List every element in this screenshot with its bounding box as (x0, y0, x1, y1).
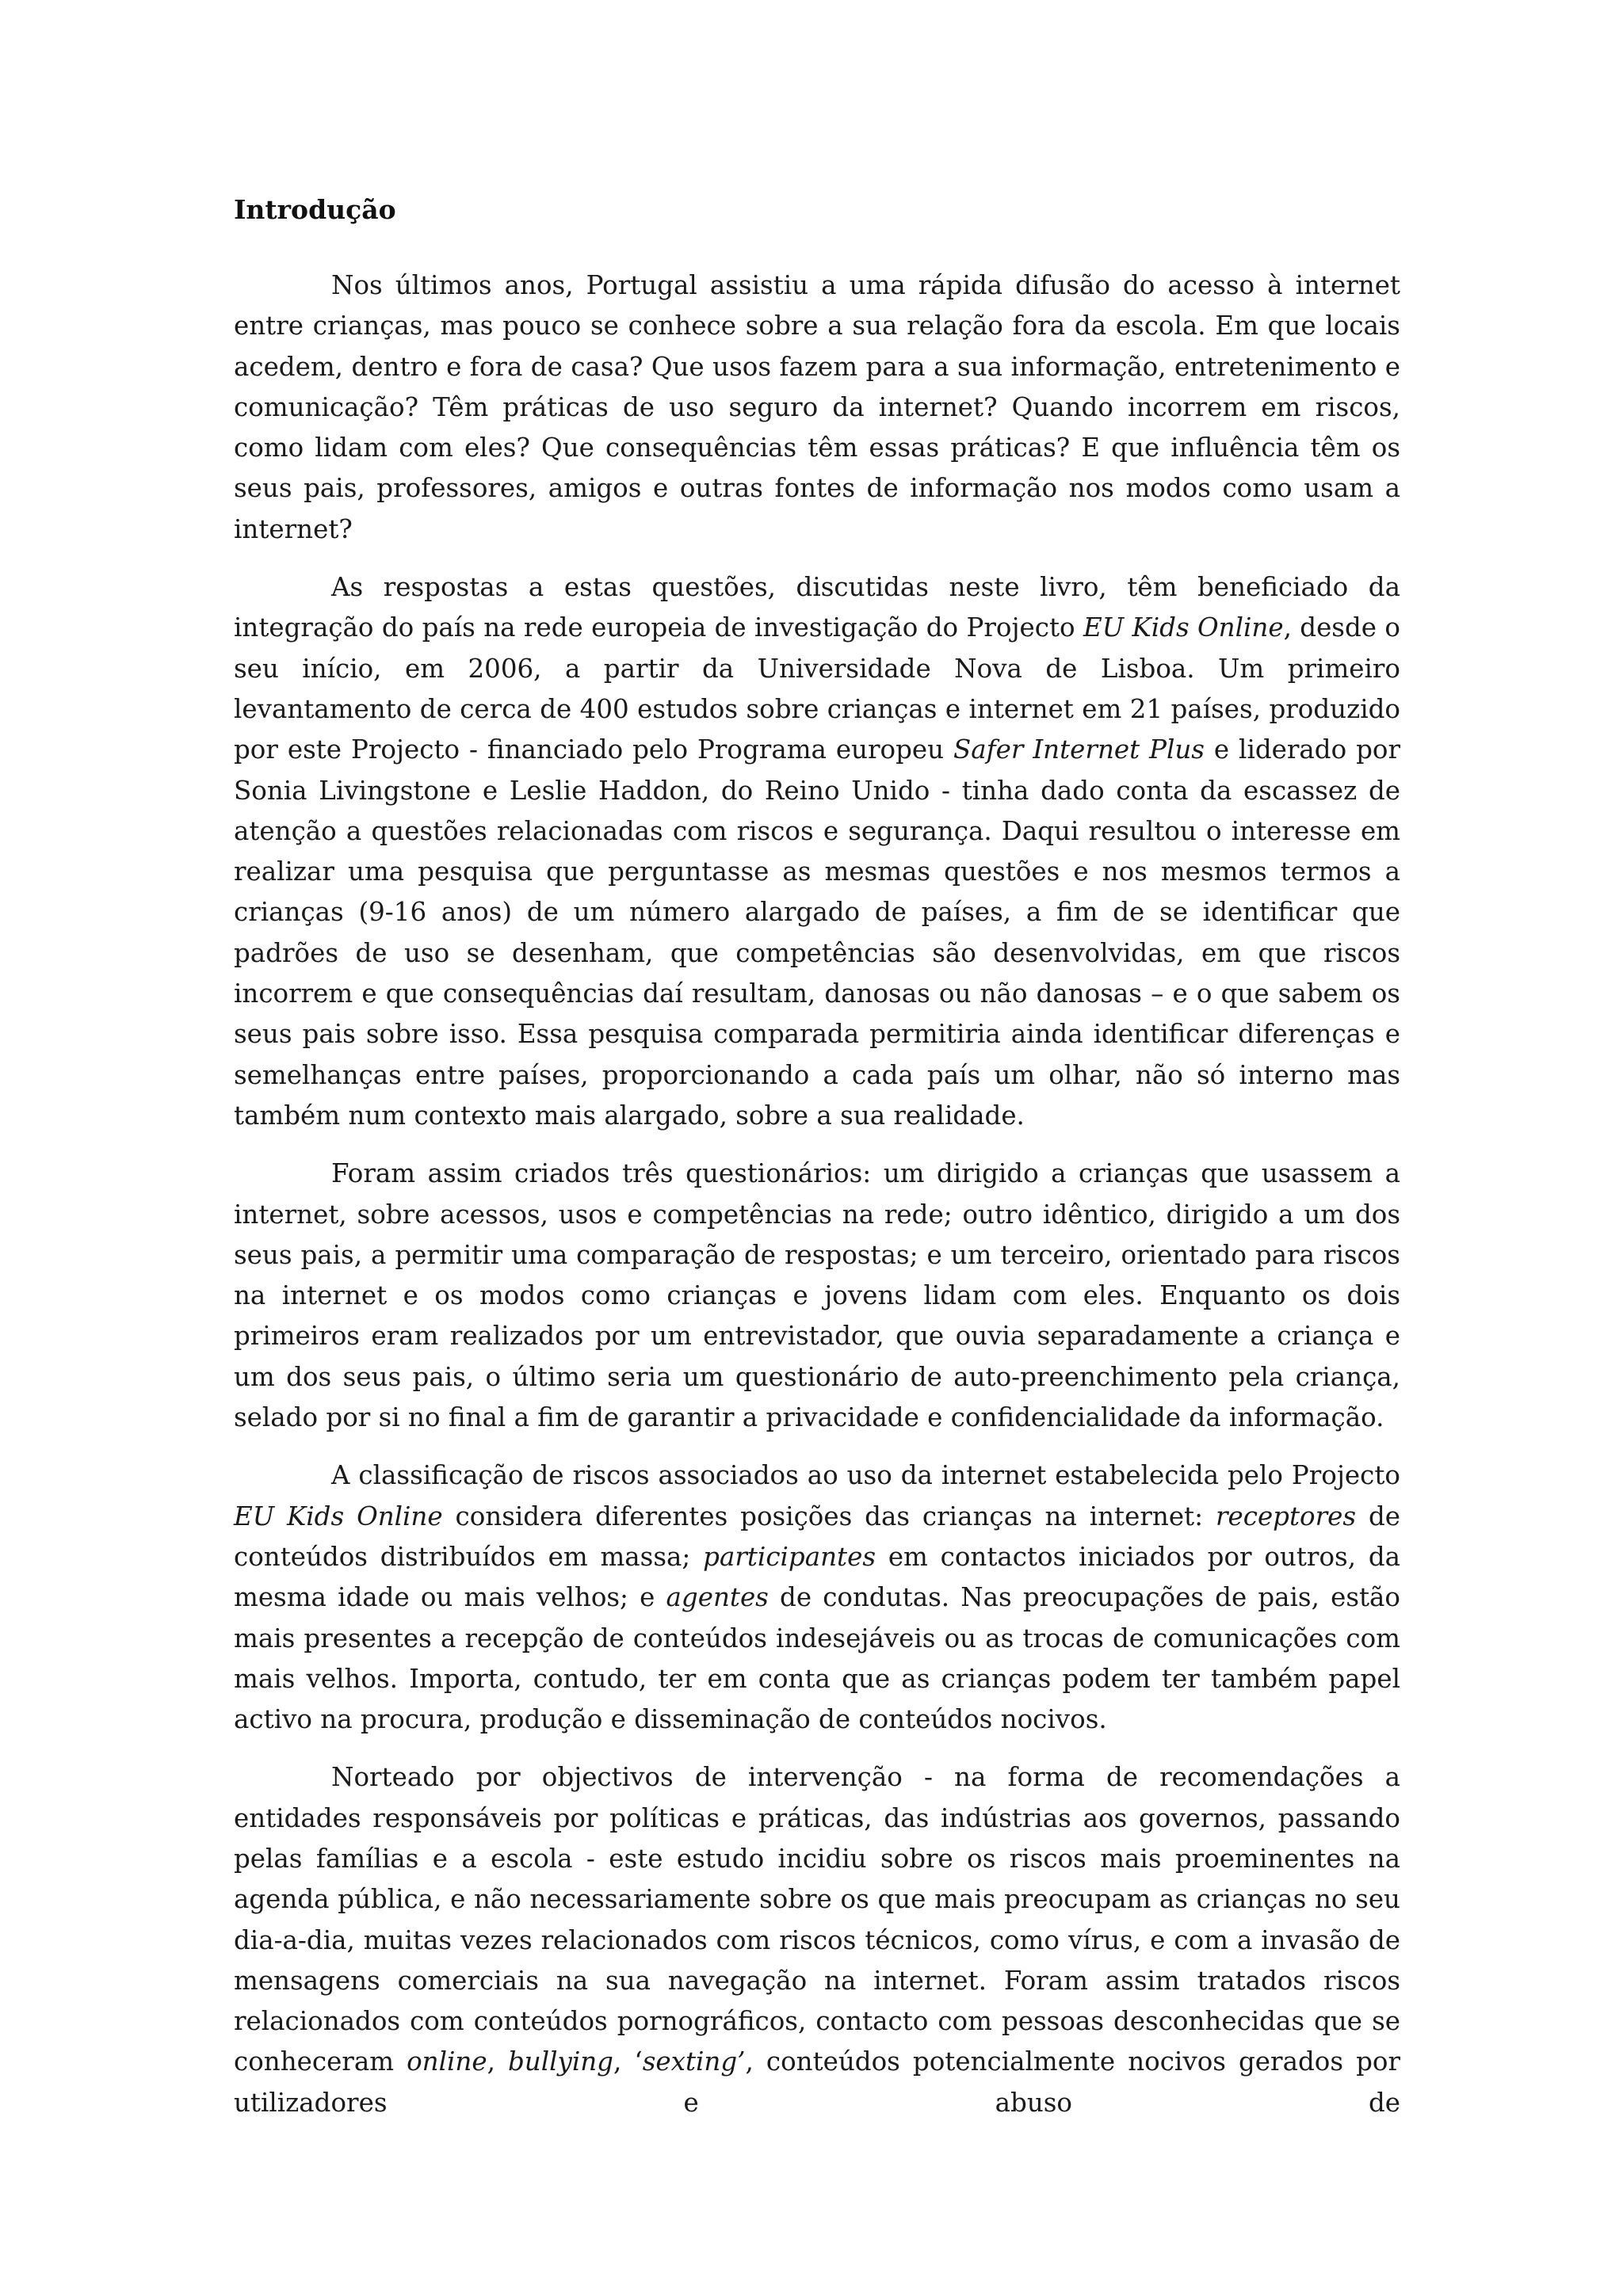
text-run: As respostas a estas questões, discutidas neste livro, têm beneficiado da integração do país na rede europeia de investigação do Projecto (234, 572, 1400, 643)
text-run: considera diferentes posições das crianças na internet: (442, 1501, 1216, 1531)
italic-run: participantes (703, 1541, 876, 1572)
text-run: A classificação de riscos associados ao uso da internet estabelecida pelo Projecto (331, 1460, 1400, 1491)
page-content (234, 194, 1400, 2141)
paragraph-2 (234, 567, 1400, 1136)
text-run: , desde o seu início, em 2006, a partir da Universidade Nova de Lisboa. Um primeiro levantamento de cerca de 400 estudos sobre crianças e internet em 21 países, produzido por este Projecto - financiado pelo Programa europeu (234, 612, 1400, 765)
text-run: , ‘ (613, 2046, 643, 2077)
section-heading: Introdução (234, 194, 396, 225)
italic-run: sexting’ (642, 2046, 746, 2077)
paragraph-4 (234, 1455, 1400, 1740)
italic-run: EU Kids Online (1083, 612, 1284, 643)
text-run: Nos últimos anos, Portugal assistiu a uma rápida difusão do acesso à internet entre crianças, mas pouco se conhece sobre a sua relação fora da escola. Em que locais acedem, dentro e fora de casa? Que usos fazem para a sua informação, entretenimento e comunicação? Têm práticas de uso seguro da internet? Quando incorrem em riscos, como lidam com eles? Que consequências têm essas práticas? E que influência têm os seus pais, professores, amigos e outras fontes de informação nos modos como usam a internet? (234, 270, 1400, 544)
text-run: Norteado por objectivos de intervenção - na forma de recomendações a entidades responsáveis por políticas e práticas, das indústrias aos governos, passando pelas famílias e a escola - este estudo incidiu sobre os riscos mais proeminentes na agenda pública, e não necessariamente sobre os que mais preocupam as crianças no seu dia-a-dia, muitas vezes relacionados com riscos técnicos, como vírus, e com a invasão de mensagens comerciais na sua navegação na internet. Foram assim tratados riscos relacionados com conteúdos pornográficos, contacto com pessoas desconhecidas que se conheceram (234, 1762, 1400, 2077)
italic-run: Safer Internet Plus (953, 734, 1205, 765)
paragraph-5 (234, 1757, 1400, 2123)
text-run: e liderado por Sonia Livingstone e Leslie Haddon, do Reino Unido - tinha dado conta da escassez de atenção a questões relacionadas com riscos e segurança. Daqui resultou o interesse em realizar uma pesquisa que perguntasse as mesmas questões e nos mesmos termos a crianças (9-16 anos) de um número alargado de países, a fim de se identificar que padrões de uso se desenham, que competências são desenvolvidas, em que riscos incorrem e que consequências daí resultam, danosas ou não danosas – e o que sabem os seus pais sobre isso. Essa pesquisa comparada permitiria ainda identificar diferenças e semelhanças entre países, proporcionando a cada país um olhar, não só interno mas também num contexto mais alargado, sobre a sua realidade. (234, 734, 1400, 1131)
text-run: , (487, 2046, 508, 2077)
text-run: Foram assim criados três questionários: um dirigido a crianças que usassem a internet, sobre acessos, usos e competências na rede; outro idêntico, dirigido a um dos seus pais, a permitir uma comparação de respostas; e um terceiro, orientado para riscos na internet e os modos como crianças e jovens lidam com eles. Enquanto os dois primeiros eram realizados por um entrevistador, que ouvia separadamente a criança e um dos seus pais, o último seria um questionário de auto-preenchimento pela criança, selado por si no final a fim de garantir a privacidade e confidencialidade da informação. (234, 1158, 1400, 1433)
text-run: de condutas. Nas preocupações de pais, estão mais presentes a recepção de conteúdos indesejáveis ou as trocas de comunicações com mais velhos. Importa, contudo, ter em conta que as crianças podem ter também papel activo na procura, produção e disseminação de conteúdos nocivos. (234, 1582, 1400, 1735)
paragraph-1 (234, 265, 1400, 550)
italic-run: online (407, 2046, 487, 2077)
italic-run: agentes (666, 1582, 769, 1613)
italic-run: EU Kids Online (234, 1501, 443, 1531)
text-run: em contactos iniciados por outros, da mesma idade ou mais velhos; e (234, 1541, 1400, 1613)
text-run: de conteúdos distribuídos em massa; (234, 1501, 1400, 1572)
text-run: , conteúdos potencialmente nocivos gerados por utilizadores e abuso de (234, 2046, 1400, 2118)
paragraph-3 (234, 1154, 1400, 1438)
italic-run: receptores (1215, 1501, 1357, 1531)
italic-run: bullying (507, 2046, 613, 2077)
